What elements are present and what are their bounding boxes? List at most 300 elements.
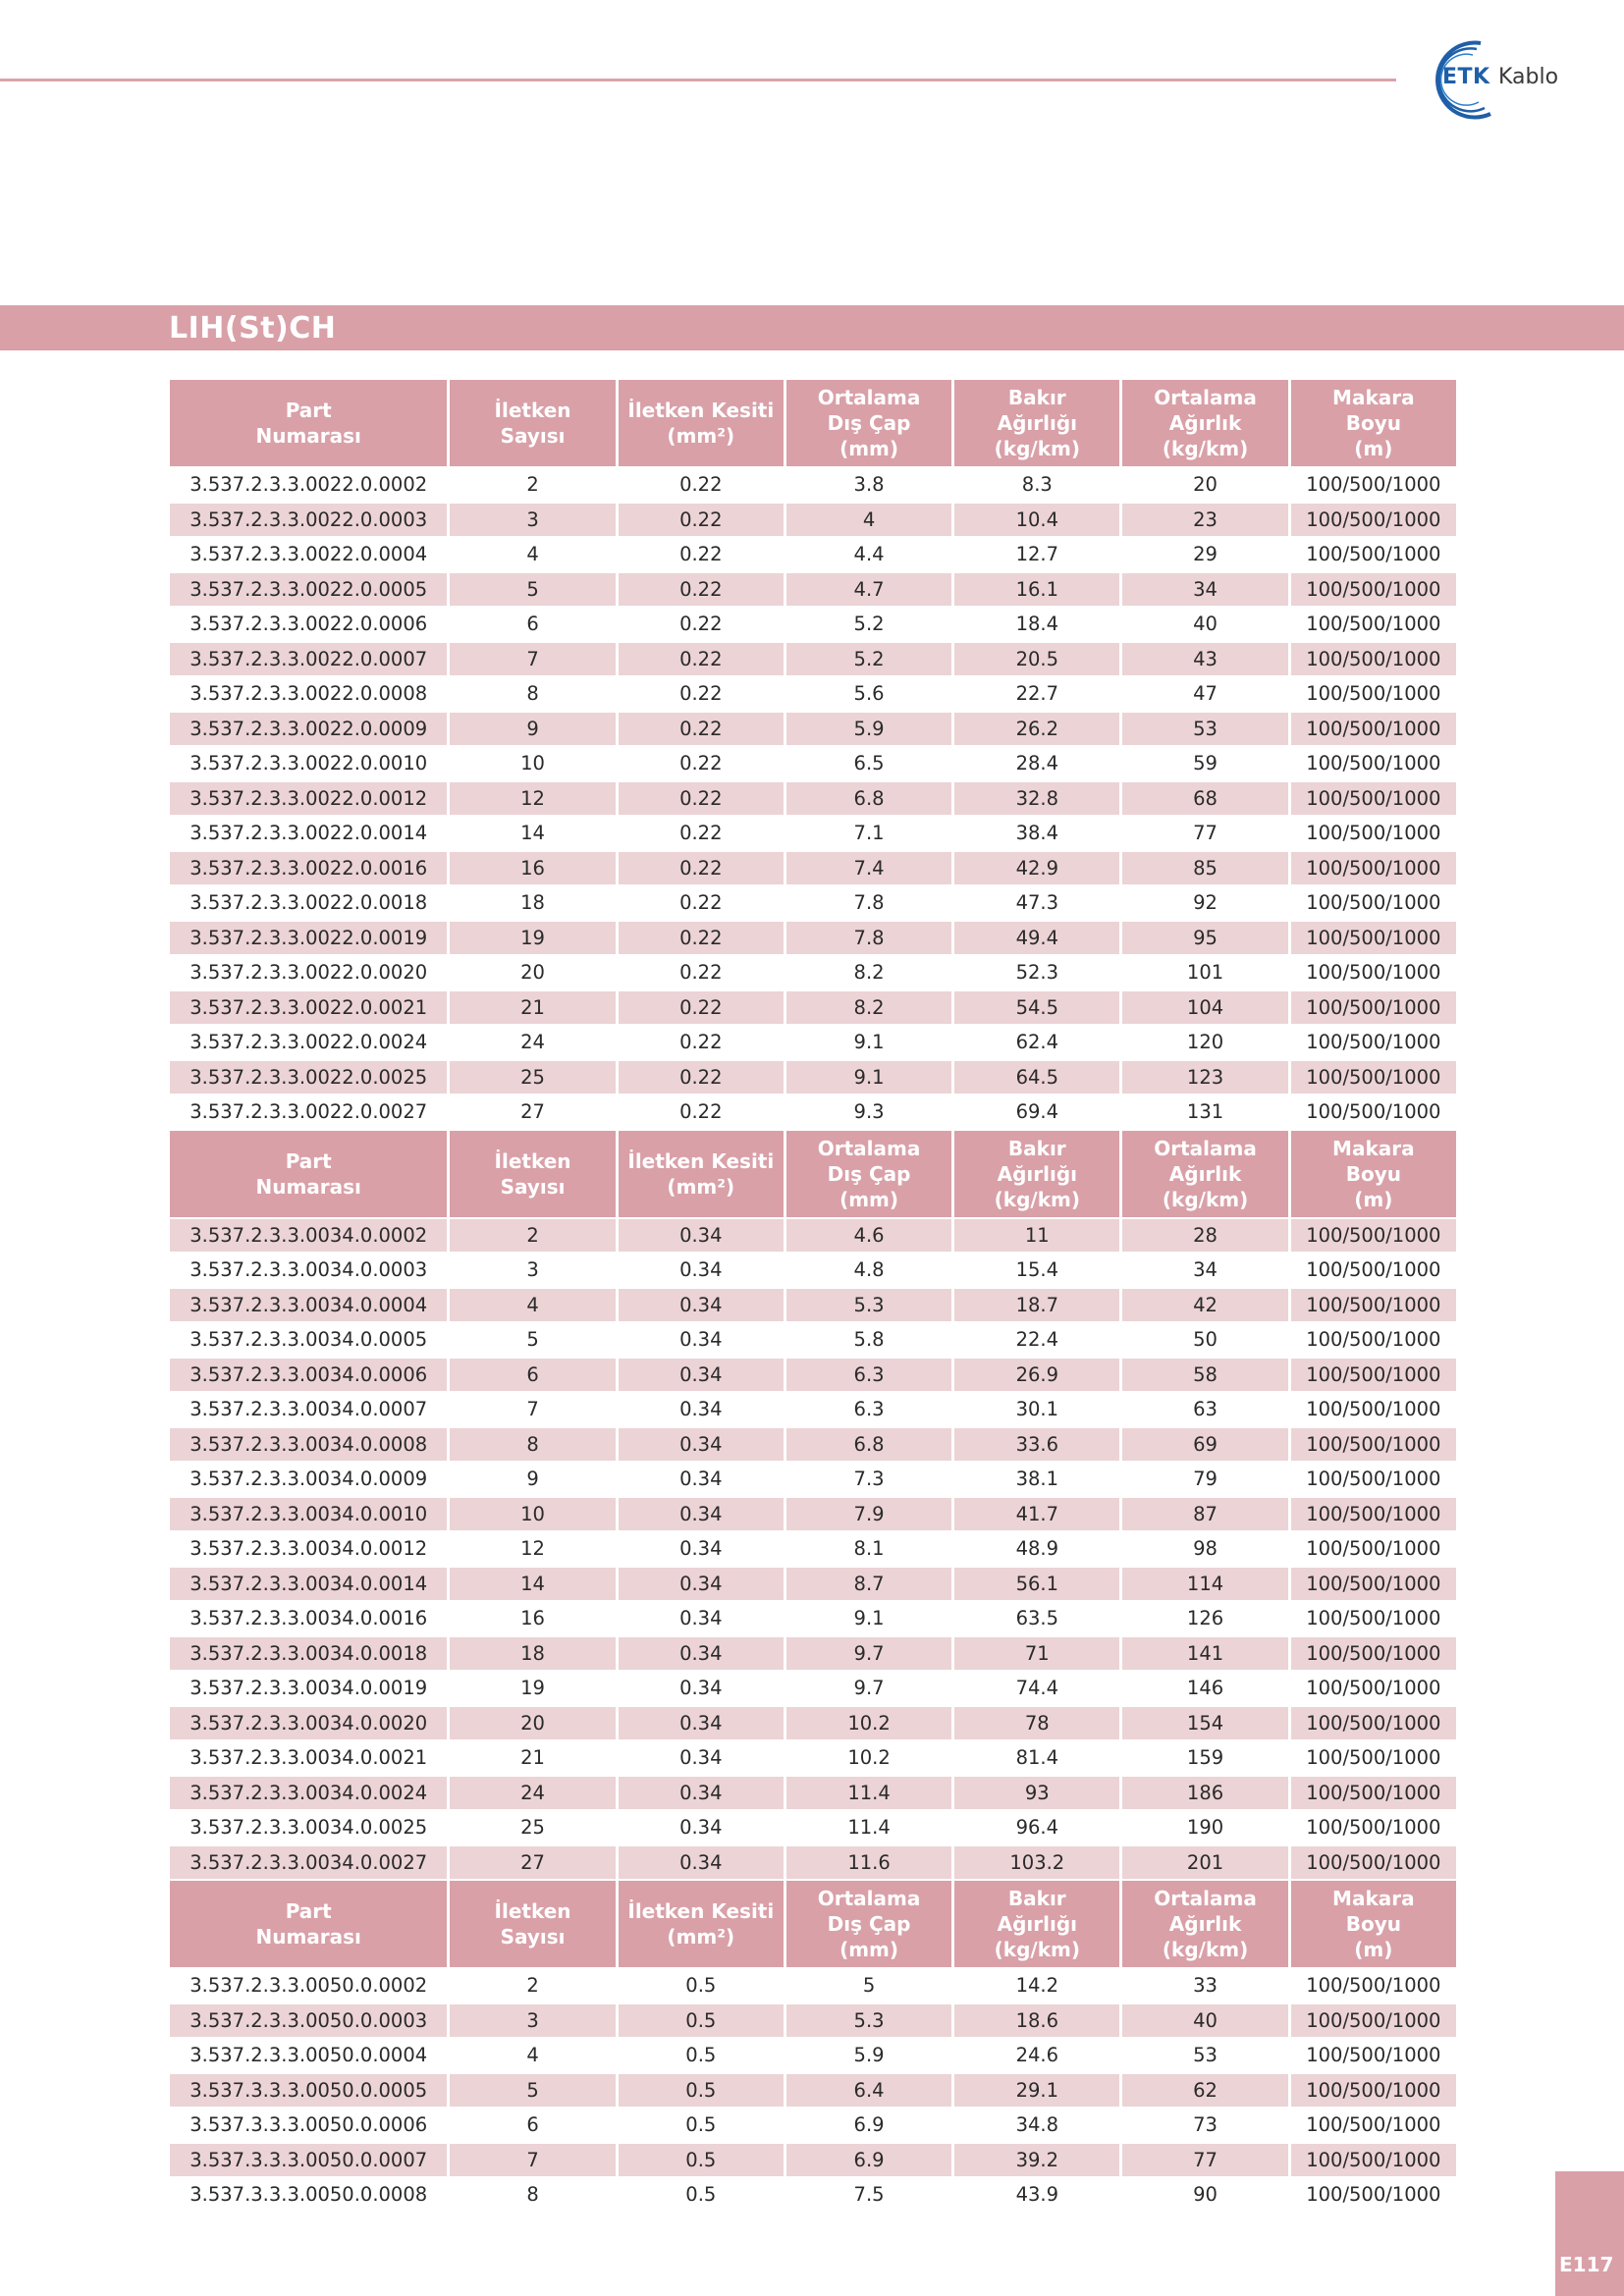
- cell-part-number: 3.537.2.3.3.0034.0.0007: [170, 1393, 447, 1426]
- cell-reel-length: 100/500/1000: [1291, 643, 1456, 676]
- column-header-line: Boyu: [1345, 1161, 1401, 1186]
- cell-average-weight: 77: [1122, 2144, 1287, 2177]
- table-header-row: [170, 1131, 1456, 1217]
- cell-conductor-count: 2: [450, 468, 615, 502]
- column-header-line: Boyu: [1345, 1912, 1401, 1936]
- column-header-line: İletken: [494, 1148, 571, 1173]
- column-header-line: Bakır: [1007, 1136, 1066, 1160]
- cell-conductor-count: 3: [450, 1254, 615, 1287]
- cell-outer-diameter: 4.8: [786, 1254, 951, 1287]
- cell-conductor-section: 0.34: [619, 1463, 784, 1496]
- cell-average-weight: 53: [1122, 713, 1287, 746]
- cell-conductor-count: 5: [450, 2074, 615, 2108]
- cell-copper-weight: 39.2: [954, 2144, 1119, 2177]
- cell-average-weight: 53: [1122, 2039, 1287, 2072]
- table-row: [170, 782, 1456, 816]
- cell-outer-diameter: 11.4: [786, 1811, 951, 1844]
- page-number: E117: [1559, 2253, 1614, 2276]
- cell-conductor-section: 0.34: [619, 1359, 784, 1392]
- cell-average-weight: 123: [1122, 1061, 1287, 1095]
- cell-conductor-count: 19: [450, 1672, 615, 1705]
- cell-copper-weight: 38.4: [954, 817, 1119, 850]
- column-header-conductor-count: [450, 1881, 615, 1967]
- column-header-conductor-count: [450, 1131, 615, 1217]
- cell-conductor-count: 16: [450, 852, 615, 885]
- cell-average-weight: 47: [1122, 677, 1287, 711]
- table-row: [170, 852, 1456, 885]
- cell-reel-length: 100/500/1000: [1291, 1323, 1456, 1357]
- cell-outer-diameter: 4.6: [786, 1219, 951, 1253]
- cell-average-weight: 73: [1122, 2109, 1287, 2142]
- cell-outer-diameter: 6.8: [786, 782, 951, 816]
- cell-copper-weight: 22.7: [954, 677, 1119, 711]
- cell-average-weight: 42: [1122, 1289, 1287, 1322]
- cell-conductor-section: 0.22: [619, 504, 784, 537]
- cell-average-weight: 58: [1122, 1359, 1287, 1392]
- cell-conductor-count: 6: [450, 2109, 615, 2142]
- cell-part-number: 3.537.2.3.3.0022.0.0010: [170, 747, 447, 780]
- cell-reel-length: 100/500/1000: [1291, 2144, 1456, 2177]
- column-header-reel-length: [1291, 1131, 1456, 1217]
- cell-average-weight: 23: [1122, 504, 1287, 537]
- cell-reel-length: 100/500/1000: [1291, 1428, 1456, 1462]
- cell-part-number: 3.537.2.3.3.0050.0.0004: [170, 2039, 447, 2072]
- column-header-line: (mm): [839, 437, 899, 460]
- cell-copper-weight: 48.9: [954, 1532, 1119, 1566]
- cell-conductor-section: 0.22: [619, 1026, 784, 1059]
- cell-conductor-section: 0.34: [619, 1289, 784, 1322]
- cell-conductor-count: 12: [450, 1532, 615, 1566]
- cell-average-weight: 201: [1122, 1846, 1287, 1880]
- cell-part-number: 3.537.2.3.3.0022.0.0012: [170, 782, 447, 816]
- cell-average-weight: 28: [1122, 1219, 1287, 1253]
- cell-conductor-count: 2: [450, 1219, 615, 1253]
- cell-conductor-section: 0.22: [619, 573, 784, 607]
- cell-reel-length: 100/500/1000: [1291, 1741, 1456, 1775]
- cell-reel-length: 100/500/1000: [1291, 1707, 1456, 1740]
- cell-conductor-section: 0.34: [619, 1741, 784, 1775]
- table-row: [170, 713, 1456, 746]
- cell-copper-weight: 33.6: [954, 1428, 1119, 1462]
- cell-outer-diameter: 6.5: [786, 747, 951, 780]
- column-header-line: Ortalama: [817, 1136, 921, 1160]
- spec-table-container: [170, 378, 1456, 2214]
- page-tab: [1555, 2171, 1624, 2296]
- column-header-line: (mm): [839, 1187, 899, 1211]
- table-row: [170, 1846, 1456, 1880]
- column-header-part-number: [170, 1131, 447, 1217]
- cell-part-number: 3.537.2.3.3.0034.0.0016: [170, 1602, 447, 1635]
- cell-average-weight: 40: [1122, 608, 1287, 641]
- table-row: [170, 1026, 1456, 1059]
- cell-reel-length: 100/500/1000: [1291, 1777, 1456, 1810]
- cell-average-weight: 131: [1122, 1095, 1287, 1129]
- cell-reel-length: 100/500/1000: [1291, 1811, 1456, 1844]
- cell-copper-weight: 20.5: [954, 643, 1119, 676]
- cell-copper-weight: 11: [954, 1219, 1119, 1253]
- cell-copper-weight: 22.4: [954, 1323, 1119, 1357]
- column-header-outer-diameter: [786, 380, 951, 466]
- table-row: [170, 1777, 1456, 1810]
- column-header-line: Makara: [1332, 386, 1415, 409]
- cell-outer-diameter: 10.2: [786, 1741, 951, 1775]
- cell-copper-weight: 63.5: [954, 1602, 1119, 1635]
- cell-conductor-section: 0.34: [619, 1393, 784, 1426]
- column-header-line: Ortalama: [817, 386, 921, 409]
- cell-average-weight: 120: [1122, 1026, 1287, 1059]
- cell-conductor-count: 4: [450, 2039, 615, 2072]
- cell-conductor-count: 20: [450, 956, 615, 989]
- cell-part-number: 3.537.2.3.3.0034.0.0004: [170, 1289, 447, 1322]
- table-row: [170, 504, 1456, 537]
- cell-average-weight: 92: [1122, 886, 1287, 920]
- cell-conductor-count: 24: [450, 1777, 615, 1810]
- cell-part-number: 3.537.2.3.3.0034.0.0009: [170, 1463, 447, 1496]
- cell-conductor-section: 0.34: [619, 1846, 784, 1880]
- cell-part-number: 3.537.2.3.3.0034.0.0024: [170, 1777, 447, 1810]
- cell-copper-weight: 24.6: [954, 2039, 1119, 2072]
- cell-part-number: 3.537.3.3.3.0050.0.0005: [170, 2074, 447, 2108]
- table-row: [170, 2074, 1456, 2108]
- cell-copper-weight: 18.7: [954, 1289, 1119, 1322]
- page-title: LIH(St)CH: [169, 311, 337, 346]
- etk-kablo-logo: [1420, 35, 1592, 122]
- logo-abbr: ETK: [1442, 65, 1490, 89]
- table-row: [170, 991, 1456, 1025]
- column-header-line: İletken Kesiti: [627, 1148, 775, 1173]
- cell-conductor-count: 24: [450, 1026, 615, 1059]
- cell-conductor-section: 0.34: [619, 1672, 784, 1705]
- cell-conductor-count: 19: [450, 922, 615, 955]
- cell-reel-length: 100/500/1000: [1291, 1219, 1456, 1253]
- cell-reel-length: 100/500/1000: [1291, 747, 1456, 780]
- column-header-line: Ağırlığı: [997, 1161, 1077, 1186]
- cell-conductor-count: 8: [450, 2178, 615, 2212]
- cell-conductor-count: 7: [450, 2144, 615, 2177]
- cell-copper-weight: 56.1: [954, 1568, 1119, 1601]
- cell-average-weight: 126: [1122, 1602, 1287, 1635]
- cell-part-number: 3.537.2.3.3.0022.0.0003: [170, 504, 447, 537]
- cell-part-number: 3.537.3.3.3.0050.0.0008: [170, 2178, 447, 2212]
- spec-table-body: [170, 380, 1456, 2212]
- cell-copper-weight: 103.2: [954, 1846, 1119, 1880]
- cell-conductor-count: 10: [450, 747, 615, 780]
- column-header-line: Part: [285, 1899, 332, 1923]
- cell-conductor-count: 5: [450, 1323, 615, 1357]
- cell-reel-length: 100/500/1000: [1291, 573, 1456, 607]
- cell-average-weight: 87: [1122, 1498, 1287, 1531]
- cell-copper-weight: 18.4: [954, 608, 1119, 641]
- cell-reel-length: 100/500/1000: [1291, 1289, 1456, 1322]
- table-row: [170, 1393, 1456, 1426]
- cell-reel-length: 100/500/1000: [1291, 886, 1456, 920]
- cell-part-number: 3.537.2.3.3.0034.0.0005: [170, 1323, 447, 1357]
- column-header-line: Bakır: [1007, 1887, 1066, 1910]
- column-header-line: Part: [285, 399, 332, 422]
- cell-conductor-count: 21: [450, 1741, 615, 1775]
- cell-reel-length: 100/500/1000: [1291, 1602, 1456, 1635]
- cell-copper-weight: 12.7: [954, 538, 1119, 571]
- table-row: [170, 677, 1456, 711]
- column-header-outer-diameter: [786, 1131, 951, 1217]
- cell-copper-weight: 28.4: [954, 747, 1119, 780]
- cell-conductor-section: 0.22: [619, 852, 784, 885]
- cell-average-weight: 68: [1122, 782, 1287, 816]
- cell-part-number: 3.537.2.3.3.0050.0.0002: [170, 1969, 447, 2002]
- table-header-row: [170, 1881, 1456, 1967]
- cell-part-number: 3.537.2.3.3.0022.0.0014: [170, 817, 447, 850]
- cell-part-number: 3.537.2.3.3.0034.0.0012: [170, 1532, 447, 1566]
- cell-average-weight: 186: [1122, 1777, 1287, 1810]
- cell-conductor-count: 2: [450, 1969, 615, 2002]
- cell-average-weight: 77: [1122, 817, 1287, 850]
- cell-outer-diameter: 7.5: [786, 2178, 951, 2212]
- cell-average-weight: 20: [1122, 468, 1287, 502]
- cell-reel-length: 100/500/1000: [1291, 504, 1456, 537]
- cell-outer-diameter: 5.2: [786, 608, 951, 641]
- table-row: [170, 1532, 1456, 1566]
- cell-outer-diameter: 9.7: [786, 1637, 951, 1671]
- cell-reel-length: 100/500/1000: [1291, 852, 1456, 885]
- cell-outer-diameter: 7.8: [786, 886, 951, 920]
- cell-average-weight: 29: [1122, 538, 1287, 571]
- column-header-line: (kg/km): [1162, 1187, 1249, 1211]
- cell-conductor-section: 0.22: [619, 538, 784, 571]
- table-row: [170, 1323, 1456, 1357]
- table-row: [170, 886, 1456, 920]
- cell-copper-weight: 29.1: [954, 2074, 1119, 2108]
- cell-copper-weight: 10.4: [954, 504, 1119, 537]
- column-header-line: Sayısı: [500, 424, 566, 448]
- column-header-line: Numarası: [255, 424, 361, 448]
- cell-conductor-count: 4: [450, 1289, 615, 1322]
- cell-part-number: 3.537.2.3.3.0022.0.0002: [170, 468, 447, 502]
- column-header-line: İletken: [494, 399, 571, 422]
- table-row: [170, 608, 1456, 641]
- column-header-copper-weight: [954, 1131, 1119, 1217]
- cell-part-number: 3.537.2.3.3.0022.0.0007: [170, 643, 447, 676]
- cell-outer-diameter: 5.2: [786, 643, 951, 676]
- cell-average-weight: 33: [1122, 1969, 1287, 2002]
- cell-outer-diameter: 5.9: [786, 2039, 951, 2072]
- cell-reel-length: 100/500/1000: [1291, 1532, 1456, 1566]
- cell-outer-diameter: 5.6: [786, 677, 951, 711]
- cell-conductor-section: 0.34: [619, 1811, 784, 1844]
- cell-conductor-section: 0.34: [619, 1219, 784, 1253]
- cell-part-number: 3.537.2.3.3.0022.0.0016: [170, 852, 447, 885]
- logo-word: Kablo: [1498, 65, 1559, 89]
- table-row: [170, 1637, 1456, 1671]
- cell-conductor-section: 0.22: [619, 1095, 784, 1129]
- cell-outer-diameter: 6.8: [786, 1428, 951, 1462]
- cell-outer-diameter: 6.9: [786, 2144, 951, 2177]
- cell-copper-weight: 74.4: [954, 1672, 1119, 1705]
- cell-copper-weight: 42.9: [954, 852, 1119, 885]
- cell-reel-length: 100/500/1000: [1291, 2039, 1456, 2072]
- cell-average-weight: 62: [1122, 2074, 1287, 2108]
- cell-part-number: 3.537.3.3.3.0050.0.0006: [170, 2109, 447, 2142]
- column-header-line: (kg/km): [994, 437, 1080, 460]
- cell-part-number: 3.537.2.3.3.0022.0.0025: [170, 1061, 447, 1095]
- cell-reel-length: 100/500/1000: [1291, 922, 1456, 955]
- cell-conductor-section: 0.22: [619, 677, 784, 711]
- column-header-line: (kg/km): [994, 1187, 1080, 1211]
- cell-copper-weight: 78: [954, 1707, 1119, 1740]
- cell-average-weight: 34: [1122, 1254, 1287, 1287]
- table-row: [170, 1741, 1456, 1775]
- column-header-line: Ağırlık: [1168, 411, 1242, 435]
- cell-copper-weight: 8.3: [954, 468, 1119, 502]
- cell-reel-length: 100/500/1000: [1291, 817, 1456, 850]
- cell-conductor-count: 9: [450, 1463, 615, 1496]
- column-header-average-weight: [1122, 1881, 1287, 1967]
- cell-conductor-section: 0.5: [619, 2144, 784, 2177]
- cell-part-number: 3.537.2.3.3.0022.0.0019: [170, 922, 447, 955]
- column-header-conductor-section: [619, 380, 784, 466]
- cell-average-weight: 43: [1122, 643, 1287, 676]
- cell-part-number: 3.537.2.3.3.0022.0.0006: [170, 608, 447, 641]
- column-header-line: Ortalama: [817, 1887, 921, 1910]
- cell-reel-length: 100/500/1000: [1291, 1637, 1456, 1671]
- cell-conductor-section: 0.34: [619, 1777, 784, 1810]
- cell-copper-weight: 41.7: [954, 1498, 1119, 1531]
- cell-outer-diameter: 8.2: [786, 991, 951, 1025]
- column-header-line: Ortalama: [1154, 386, 1257, 409]
- cell-part-number: 3.537.2.3.3.0022.0.0027: [170, 1095, 447, 1129]
- cell-conductor-section: 0.5: [619, 2039, 784, 2072]
- column-header-copper-weight: [954, 1881, 1119, 1967]
- column-header-line: Boyu: [1345, 411, 1401, 435]
- cell-outer-diameter: 7.3: [786, 1463, 951, 1496]
- cell-reel-length: 100/500/1000: [1291, 1026, 1456, 1059]
- table-row: [170, 1095, 1456, 1129]
- column-header-line: Numarası: [255, 1174, 361, 1199]
- cell-conductor-section: 0.5: [619, 1969, 784, 2002]
- column-header-line: (mm²): [667, 1925, 735, 1949]
- cell-average-weight: 141: [1122, 1637, 1287, 1671]
- table-row: [170, 1568, 1456, 1601]
- cell-conductor-section: 0.5: [619, 2074, 784, 2108]
- column-header-line: Part: [285, 1148, 332, 1173]
- cell-part-number: 3.537.2.3.3.0022.0.0018: [170, 886, 447, 920]
- cell-conductor-count: 8: [450, 1428, 615, 1462]
- cell-conductor-section: 0.5: [619, 2178, 784, 2212]
- cell-reel-length: 100/500/1000: [1291, 677, 1456, 711]
- cell-part-number: 3.537.2.3.3.0022.0.0004: [170, 538, 447, 571]
- cell-reel-length: 100/500/1000: [1291, 991, 1456, 1025]
- cell-conductor-count: 3: [450, 504, 615, 537]
- cell-copper-weight: 30.1: [954, 1393, 1119, 1426]
- column-header-copper-weight: [954, 380, 1119, 466]
- cell-conductor-section: 0.34: [619, 1532, 784, 1566]
- cell-conductor-count: 7: [450, 1393, 615, 1426]
- cell-average-weight: 90: [1122, 2178, 1287, 2212]
- cell-copper-weight: 38.1: [954, 1463, 1119, 1496]
- cell-conductor-count: 8: [450, 677, 615, 711]
- cell-conductor-count: 12: [450, 782, 615, 816]
- table-row: [170, 1428, 1456, 1462]
- cell-outer-diameter: 7.8: [786, 922, 951, 955]
- table-row: [170, 1359, 1456, 1392]
- cell-copper-weight: 16.1: [954, 573, 1119, 607]
- cell-conductor-section: 0.22: [619, 608, 784, 641]
- cell-reel-length: 100/500/1000: [1291, 1568, 1456, 1601]
- cell-outer-diameter: 6.3: [786, 1359, 951, 1392]
- table-row: [170, 1463, 1456, 1496]
- cell-reel-length: 100/500/1000: [1291, 1254, 1456, 1287]
- cell-conductor-section: 0.22: [619, 886, 784, 920]
- cell-conductor-count: 14: [450, 1568, 615, 1601]
- cell-copper-weight: 15.4: [954, 1254, 1119, 1287]
- table-row: [170, 1672, 1456, 1705]
- cell-conductor-count: 14: [450, 817, 615, 850]
- cell-average-weight: 101: [1122, 956, 1287, 989]
- cell-copper-weight: 26.2: [954, 713, 1119, 746]
- cell-outer-diameter: 9.1: [786, 1026, 951, 1059]
- cell-part-number: 3.537.2.3.3.0022.0.0024: [170, 1026, 447, 1059]
- table-row: [170, 2109, 1456, 2142]
- cell-copper-weight: 96.4: [954, 1811, 1119, 1844]
- cell-outer-diameter: 8.2: [786, 956, 951, 989]
- cell-reel-length: 100/500/1000: [1291, 2004, 1456, 2038]
- cell-conductor-count: 9: [450, 713, 615, 746]
- cell-reel-length: 100/500/1000: [1291, 956, 1456, 989]
- cell-conductor-section: 0.34: [619, 1428, 784, 1462]
- cell-conductor-section: 0.22: [619, 468, 784, 502]
- cell-conductor-count: 16: [450, 1602, 615, 1635]
- column-header-line: İletken: [494, 1899, 571, 1923]
- cell-part-number: 3.537.2.3.3.0034.0.0020: [170, 1707, 447, 1740]
- cell-conductor-section: 0.5: [619, 2004, 784, 2038]
- cell-outer-diameter: 6.4: [786, 2074, 951, 2108]
- cell-outer-diameter: 4.7: [786, 573, 951, 607]
- cell-average-weight: 34: [1122, 573, 1287, 607]
- table-row: [170, 1811, 1456, 1844]
- cell-conductor-count: 10: [450, 1498, 615, 1531]
- column-header-part-number: [170, 380, 447, 466]
- cell-copper-weight: 71: [954, 1637, 1119, 1671]
- column-header-conductor-section: [619, 1131, 784, 1217]
- cell-reel-length: 100/500/1000: [1291, 2178, 1456, 2212]
- cell-reel-length: 100/500/1000: [1291, 1672, 1456, 1705]
- column-header-line: (m): [1354, 1187, 1393, 1211]
- cell-conductor-count: 20: [450, 1707, 615, 1740]
- cell-outer-diameter: 4: [786, 504, 951, 537]
- cell-copper-weight: 18.6: [954, 2004, 1119, 2038]
- column-header-line: Bakır: [1007, 386, 1066, 409]
- cell-average-weight: 154: [1122, 1707, 1287, 1740]
- cell-reel-length: 100/500/1000: [1291, 2074, 1456, 2108]
- cell-conductor-section: 0.34: [619, 1498, 784, 1531]
- column-header-average-weight: [1122, 380, 1287, 466]
- cell-outer-diameter: 5.3: [786, 1289, 951, 1322]
- column-header-line: (mm): [839, 1938, 899, 1961]
- cell-average-weight: 85: [1122, 852, 1287, 885]
- cell-conductor-section: 0.34: [619, 1602, 784, 1635]
- table-row: [170, 1289, 1456, 1322]
- column-header-line: (kg/km): [994, 1938, 1080, 1961]
- cell-outer-diameter: 5.8: [786, 1323, 951, 1357]
- cell-outer-diameter: 11.6: [786, 1846, 951, 1880]
- cell-reel-length: 100/500/1000: [1291, 1095, 1456, 1129]
- cell-conductor-count: 27: [450, 1846, 615, 1880]
- cell-conductor-section: 0.34: [619, 1707, 784, 1740]
- cell-part-number: 3.537.2.3.3.0050.0.0003: [170, 2004, 447, 2038]
- cell-part-number: 3.537.2.3.3.0034.0.0027: [170, 1846, 447, 1880]
- cell-copper-weight: 49.4: [954, 922, 1119, 955]
- title-band: [0, 305, 1624, 350]
- cell-part-number: 3.537.2.3.3.0022.0.0009: [170, 713, 447, 746]
